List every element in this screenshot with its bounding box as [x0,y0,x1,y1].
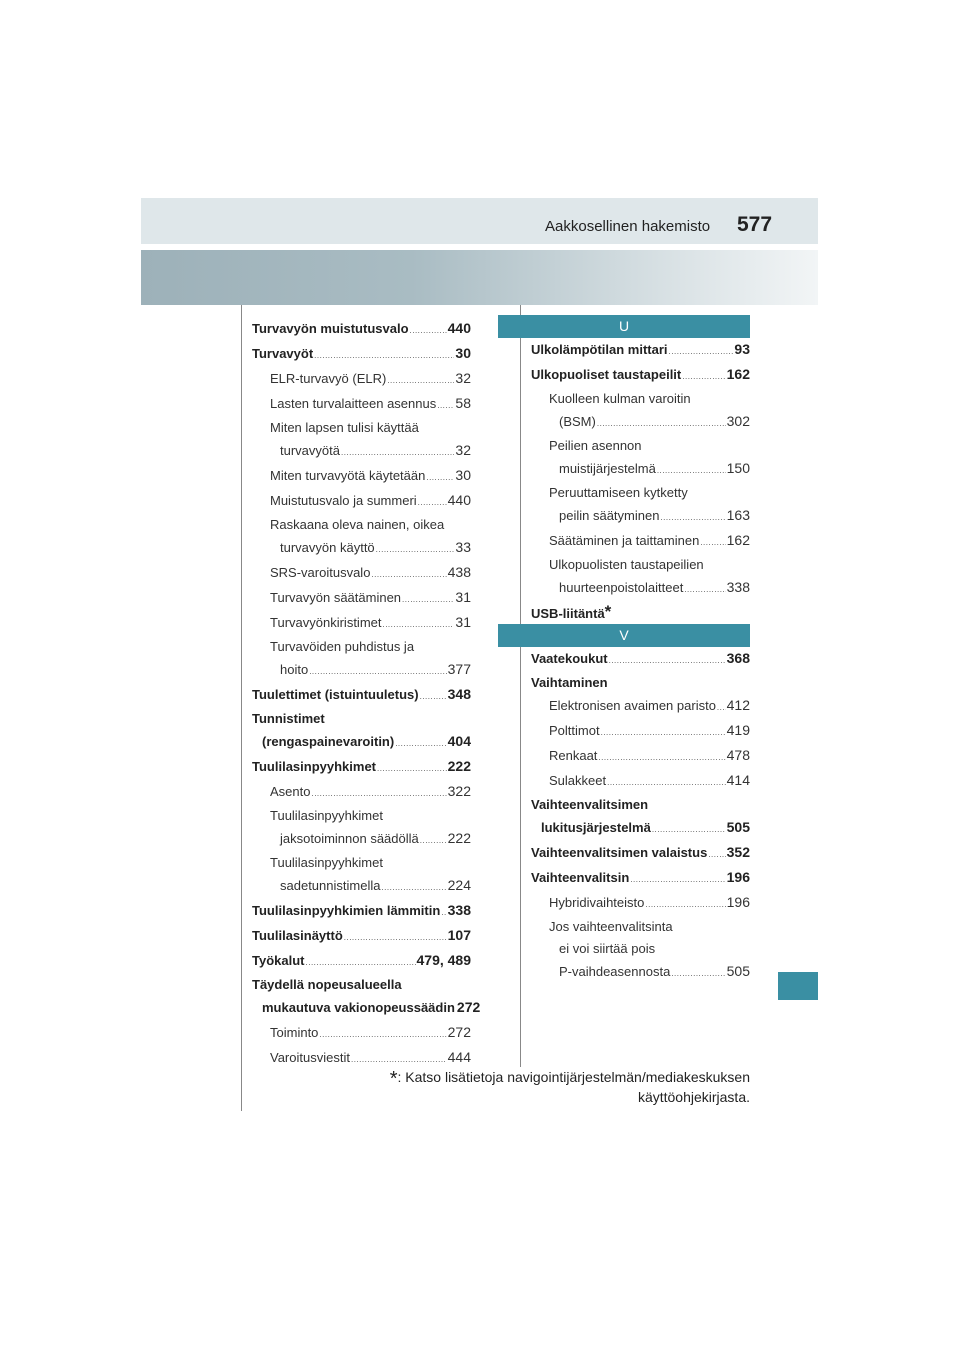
dot-leader [630,867,725,891]
index-entry [252,780,471,805]
index-entry-page: 404 [447,733,471,749]
index-entry-text: Turvavyön muistutusvalo [252,321,409,336]
dot-leader [387,368,454,392]
dot-leader [382,612,454,636]
index-entry-text: turvavyön käyttö [280,540,375,555]
index-entry [252,683,471,708]
index-entry [531,410,750,435]
index-entry-text: Täydellä nopeusalueella [252,977,402,992]
dot-leader [669,339,734,363]
index-entry [531,647,750,672]
index-entry-page: 478 [726,747,750,763]
index-entry-text: Vaihteenvalitsimen [531,797,649,812]
index-entry-text: Työkalut [252,953,305,968]
index-entry-page: 272 [456,999,481,1015]
index-entry-text: Tuulilasinpyyhkimet [270,855,383,870]
index-entry [252,1021,471,1046]
index-entry-text: Ulkopuolisten taustapeilien [549,557,704,572]
index-entry [252,924,471,949]
index-entry-page: 30 [455,467,471,483]
index-entry-page: 107 [447,927,471,943]
index-entry-text: Polttimot [549,723,600,738]
index-entry-page: 377 [447,661,471,677]
index-entry-page: 412 [726,697,750,713]
dot-leader [601,720,726,744]
page-number: 577 [737,213,773,236]
dot-leader [609,648,726,672]
index-entry-page: 419 [726,722,750,738]
index-entry-text: Turvavyön säätäminen [270,590,402,605]
index-entry [531,744,750,769]
index-entry-text: jaksotoiminnon säädöllä [280,831,419,846]
index-entry-page: 196 [726,894,750,910]
index-entry [531,457,750,482]
index-entry-text: ELR-turvavyö (ELR) [270,371,387,386]
index-entry [531,916,750,938]
dot-leader [377,756,447,780]
index-entry-page: 32 [455,442,471,458]
index-entry-text: turvavyötä [280,443,340,458]
index-entry [531,891,750,916]
index-entry [252,611,471,636]
index-entry-text: Vaihtaminen [531,675,608,690]
index-entry-text: Vaihteenvalitsimen valaistus [531,845,708,860]
dot-leader [341,440,454,464]
footnote-line-1: : Katso lisätietoja navigointijärjestelmän/mediakeskuksen [397,1069,750,1085]
section-header-u: U [498,315,750,338]
index-entry [252,514,471,536]
index-entry-text: Säätäminen ja taittaminen [549,533,700,548]
index-entry [252,342,471,367]
index-entry [531,694,750,719]
dot-leader [682,364,725,388]
footnote-mark: * [389,1068,398,1090]
dot-leader [717,695,726,719]
index-entry [531,794,750,816]
index-entry [252,827,471,852]
index-entry-text: Sulakkeet [549,773,607,788]
index-entry-text: Ulkopuoliset taustapeilit [531,367,682,382]
dot-leader [311,781,446,805]
index-entry-page: 272 [447,1024,471,1040]
column-divider [520,305,521,1067]
dot-leader [420,684,447,708]
margin-divider [241,305,242,1111]
index-entry-page: 414 [726,772,750,788]
index-entry-page: 150 [726,460,750,476]
index-entry-text: Elektronisen avaimen paristo [549,698,716,713]
dot-leader [684,577,725,601]
index-entry [252,708,471,730]
index-entry-text: Vaihteenvalitsin [531,870,630,885]
index-entry-text: Tuulettimet (istuintuuletus) [252,687,419,702]
index-entry-page: 302 [726,413,750,429]
dot-leader [420,828,447,852]
header-title: Aakkosellinen hakemisto [545,218,711,235]
index-entry-page: 58 [455,395,471,411]
index-entry-text: Tuulilasinpyyhkimet [270,808,383,823]
index-column-left [252,317,481,1071]
index-entry-page: 438 [447,564,471,580]
index-entry-text: huurteenpoistolaitteet [559,580,684,595]
index-entry-page: 338 [726,579,750,595]
dot-leader [657,458,726,482]
index-entry [252,874,471,899]
index-entry [531,960,750,985]
index-entry-text: USB-liitäntä [531,606,605,621]
index-entry-text: Turvavöiden puhdistus ja [270,639,415,654]
index-entry [252,561,471,586]
index-entry-text: Miten turvavyötä käytetään [270,468,426,483]
header-bar [141,198,818,244]
dot-leader [598,745,725,769]
index-entry [531,719,750,744]
dot-leader [410,318,447,342]
index-entry [252,367,471,392]
index-entry [531,841,750,866]
index-entry-text: Hybridivaihteisto [549,895,645,910]
index-entry [252,899,471,924]
index-entry [531,482,750,504]
dot-leader [671,961,725,985]
index-entry-text: P-vaihdeasennosta [559,964,671,979]
index-entry [531,554,750,576]
index-entry-text: Ulkolämpötilan mittari [531,342,668,357]
index-entry-text: Vaatekoukut [531,651,608,666]
index-entry-page: 338 [447,902,471,918]
index-entry-page: 33 [455,539,471,555]
index-entry-page: 352 [726,844,750,860]
index-entry-page: 224 [447,877,471,893]
index-entry-page: 31 [455,614,471,630]
index-entry-text: ei voi siirtää pois [559,941,656,956]
index-entry-text: SRS-varoitusvalo [270,565,371,580]
index-entry-text: Tuulilasinäyttö [252,928,343,943]
index-entry [252,489,471,514]
index-entry-page: 368 [726,650,750,666]
index-entry-text: peilin säätyminen [559,508,660,523]
index-entry [252,974,471,996]
index-entry [531,529,750,554]
index-entry [531,435,750,457]
index-entry [531,672,750,694]
index-entry [252,586,471,611]
index-entry-text: Muistutusvalo ja summeri [270,493,417,508]
dot-leader [607,770,726,794]
chapter-thumb-tab [778,972,818,1000]
index-entry-usb [531,603,750,625]
index-entry-page: 440 [447,320,471,336]
dot-leader [376,537,455,561]
dot-leader [381,875,446,899]
index-entry [531,576,750,601]
index-entry [531,816,750,841]
index-entry-text: Peruuttamiseen kytketty [549,485,688,500]
index-entry-text: Asento [270,784,311,799]
index-entry-text: mukautuva vakionopeussäädin [262,1000,455,1015]
index-entry [252,464,471,489]
index-entry-page: 505 [726,819,750,835]
index-entry [252,417,471,439]
index-entry-text: sadetunnistimella [280,878,381,893]
index-entry-text: Lasten turvalaitteen asennus [270,396,437,411]
index-entry-page: 163 [726,507,750,523]
footnote [384,1067,750,1107]
index-entry [252,317,471,342]
dot-leader [652,817,726,841]
index-entry-text: Turvavyönkiristimet [270,615,382,630]
index-entry [531,769,750,794]
index-entry-page: 30 [455,345,471,361]
index-entry-page: 222 [447,830,471,846]
dot-leader [306,950,416,974]
index-entry [531,388,750,410]
index-entry-page: 348 [447,686,471,702]
index-entry-text: Turvavyöt [252,346,314,361]
index-entry [252,755,471,780]
index-entry [252,805,471,827]
index-entry-text: Tuulilasinpyyhkimet [252,759,377,774]
index-entry-page: 479, 489 [416,952,471,968]
index-entry [252,949,471,974]
dot-leader [344,925,447,949]
index-entry-page: 222 [447,758,471,774]
index-entry [252,658,471,683]
index-entry-page: 440 [447,492,471,508]
index-entry-text: muistijärjestelmä [559,461,656,476]
index-entry-page: 162 [726,366,750,382]
dot-leader [441,900,446,924]
index-entry-text: Varoitusviestit [270,1050,350,1065]
index-entry-text: lukitusjärjestelmä [541,820,651,835]
dot-leader [660,505,725,529]
index-entry [252,852,471,874]
index-entry [531,938,750,960]
index-entry-text: (rengaspainevaroitin) [262,734,395,749]
index-entry [252,439,471,464]
index-entry [252,636,471,658]
index-entry-text: Miten lapsen tulisi käyttää [270,420,419,435]
dot-leader [371,562,446,586]
index-entry-text: Jos vaihteenvalitsinta [549,919,673,934]
dot-leader [395,731,446,755]
dot-leader [645,892,725,916]
index-entry [252,996,481,1021]
index-entry [531,363,750,388]
index-entry [531,866,750,891]
dot-leader [418,490,447,514]
dot-leader [597,411,726,435]
dot-leader [402,587,454,611]
dot-leader [309,659,446,683]
index-entry-text: Peilien asennon [549,438,642,453]
index-section-u [531,338,750,625]
index-entry [252,730,471,755]
header-gradient-band [141,250,818,305]
index-entry [531,504,750,529]
index-entry-text: Raskaana oleva nainen, oikea [270,517,445,532]
index-entry-page: 93 [734,341,750,357]
index-entry-page: 162 [726,532,750,548]
index-entry-text: Toiminto [270,1025,319,1040]
dot-leader [700,530,725,554]
index-entry-text: hoito [280,662,309,677]
dot-leader [708,842,725,866]
index-entry-text: (BSM) [559,414,596,429]
index-entry-page: 32 [455,370,471,386]
index-entry-page: 196 [726,869,750,885]
index-entry-page: 322 [447,783,471,799]
index-section-v [531,647,750,985]
dot-leader [437,393,454,417]
index-entry-text: Kuolleen kulman varoitin [549,391,691,406]
footnote-reference-mark: * [604,601,612,621]
index-entry-text: Tunnistimet [252,711,325,726]
index-entry-page: 31 [455,589,471,605]
dot-leader [319,1022,446,1046]
index-entry [252,392,471,417]
index-entry-page: 444 [447,1049,471,1065]
index-entry [531,338,750,363]
dot-leader [314,343,454,367]
index-entry-page: 505 [726,963,750,979]
index-entry-text: Tuulilasinpyyhkimien lämmitin [252,903,441,918]
dot-leader [426,465,454,489]
section-header-v: V [498,624,750,647]
index-entry-text: Renkaat [549,748,598,763]
index-entry [252,536,471,561]
footnote-line-2: käyttöohjekirjasta. [637,1089,750,1105]
